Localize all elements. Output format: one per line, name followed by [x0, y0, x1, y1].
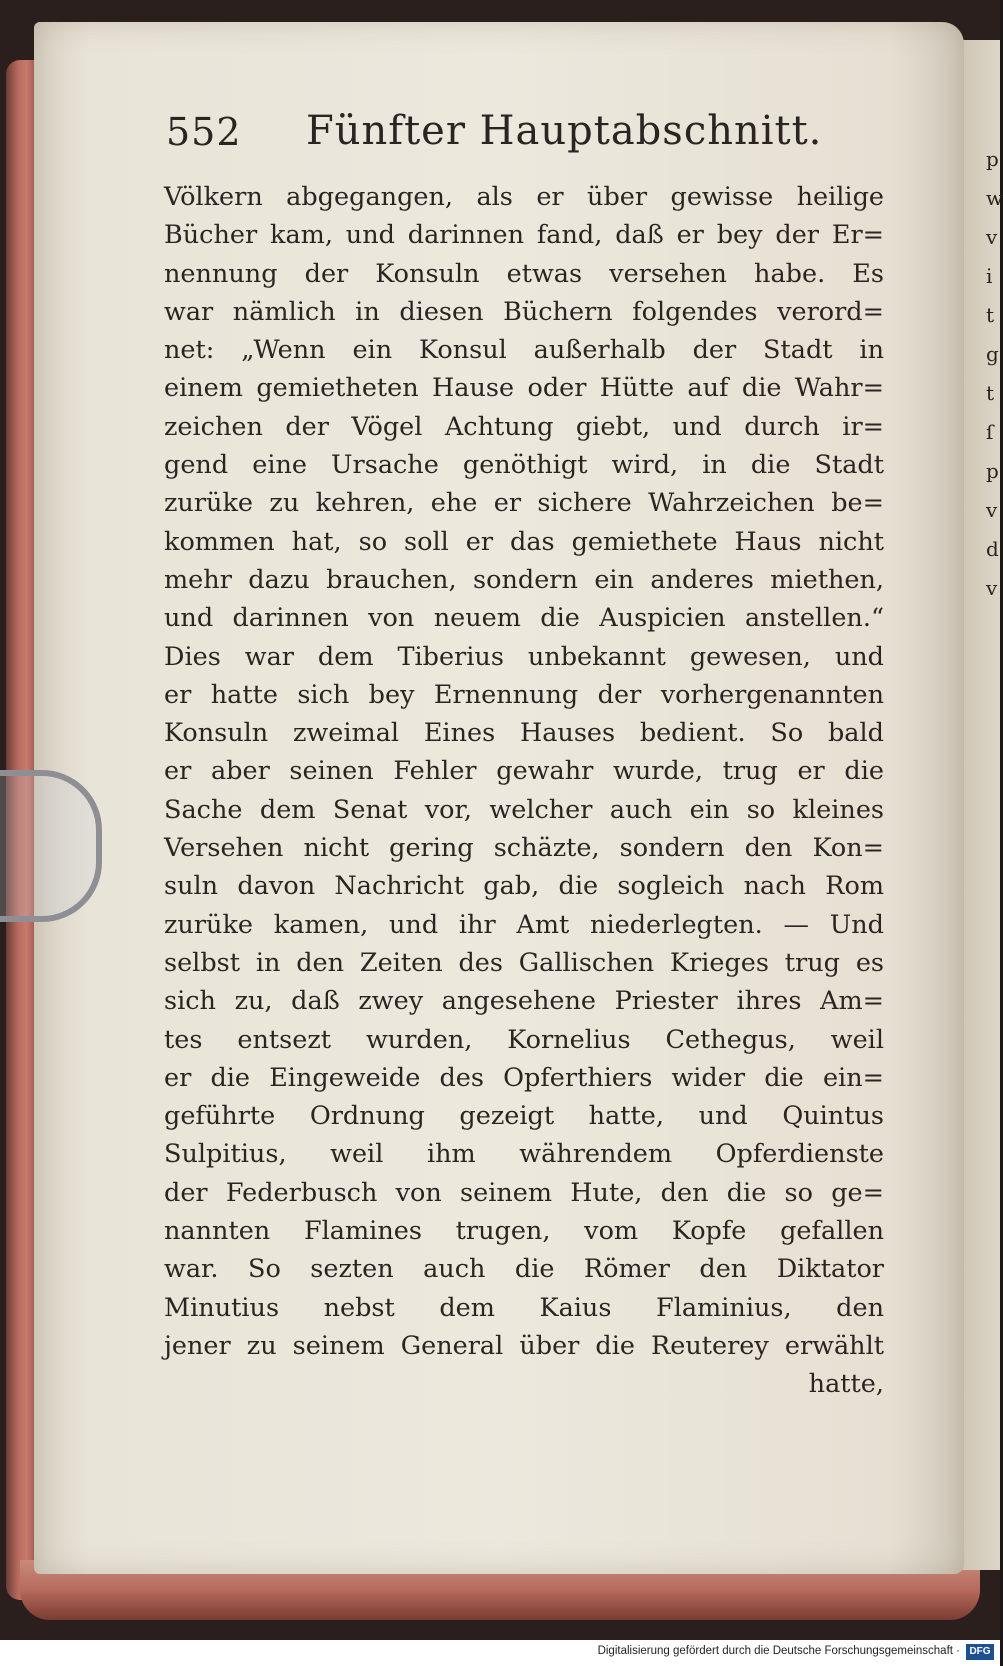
text-line: Versehen nicht gering schäzte, sondern den Kon=	[164, 833, 884, 864]
text-line: Sulpitius, weil ihm währendem Opferdienste	[164, 1139, 884, 1170]
text-line: mehr dazu brauchen, sondern ein anderes miethen,	[164, 564, 884, 595]
text-line: er hatte sich bey Ernennung der vorhergenannten	[164, 679, 884, 710]
next-letter: p	[986, 147, 999, 171]
next-letter: g	[986, 342, 999, 366]
text-line: kommen hat, so soll er das gemiethete Haus nicht	[164, 526, 884, 557]
text-line: sich zu, daß zwey angesehene Priester ihres Am=	[164, 986, 884, 1017]
text-line: suln davon Nachricht gab, die sogleich nach Rom	[164, 871, 884, 902]
text-line: zurüke kamen, und ihr Amt niederlegten. — Und	[164, 909, 884, 940]
text-line: und darinnen von neuem die Auspicien anstellen.“	[164, 603, 884, 634]
text-line: nannten Flamines trugen, vom Kopfe gefallen	[164, 1216, 884, 1247]
dfg-logo-icon: DFG	[966, 1644, 994, 1660]
text-line: jener zu seinem General über die Reuterey erwählt	[164, 1330, 884, 1361]
text-line: nennung der Konsuln etwas versehen habe. Es	[164, 258, 884, 289]
next-letter: v	[986, 576, 998, 600]
next-letter: v	[986, 498, 998, 522]
next-letter: w	[986, 186, 1003, 210]
text-line: gend eine Ursache genöthigt wird, in die Stadt	[164, 450, 884, 481]
text-line: er aber seinen Fehler gewahr wurde, trug er die	[164, 756, 884, 787]
footer-bar	[0, 1640, 1000, 1666]
next-letter: p	[986, 459, 999, 483]
body-text	[164, 178, 884, 1404]
next-letter: i	[986, 264, 993, 288]
text-line: einem gemietheten Hause oder Hütte auf die Wahr=	[164, 373, 884, 404]
next-letter: t	[986, 381, 995, 405]
footer-credit: Digitalisierung gefördert durch die Deutsche Forschungsgemeinschaft ·	[597, 1645, 960, 1657]
text-line: tes entsezt wurden, Kornelius Cethegus, weil	[164, 1024, 884, 1055]
catchword: hatte,	[808, 1369, 884, 1400]
text-line: Bücher kam, und darinnen fand, daß er bey der Er=	[164, 220, 884, 251]
next-letter: t	[986, 303, 995, 327]
page-header	[166, 110, 886, 170]
text-line: selbst in den Zeiten des Gallischen Krieges trug es	[164, 947, 884, 978]
text-line: Sache dem Senat vor, welcher auch ein so kleines	[164, 794, 884, 825]
text-line: Konsuln zweimal Eines Hauses bedient. So bald	[164, 718, 884, 749]
text-line: war nämlich in diesen Büchern folgendes verord=	[164, 296, 884, 327]
text-line: Völkern abgegangen, als er über gewisse heilige	[164, 182, 884, 212]
text-line: Minutius nebst dem Kaius Flaminius, den	[164, 1292, 884, 1323]
next-letter: d	[986, 537, 999, 561]
next-page-letters	[986, 140, 1003, 608]
page-clip	[0, 770, 102, 922]
next-letter: v	[986, 225, 998, 249]
text-line: war. So sezten auch die Römer den Diktator	[164, 1254, 884, 1285]
page-number: 552	[166, 110, 242, 154]
next-letter: ſ	[986, 420, 994, 444]
text-line: der Federbusch von seinem Hute, den die so ge=	[164, 1177, 884, 1208]
text-line: er die Eingeweide des Opferthiers wider die ein=	[164, 1062, 884, 1093]
text-line: net: „Wenn ein Konsul außerhalb der Stadt in	[164, 335, 884, 366]
text-line: geführte Ordnung gezeigt hatte, und Quintus	[164, 1101, 884, 1132]
text-line: Dies war dem Tiberius unbekannt gewesen, und	[164, 641, 884, 672]
text-line: zeichen der Vögel Achtung giebt, und durch ir=	[164, 411, 884, 442]
running-title: Fünfter Hauptabschnitt.	[306, 108, 823, 154]
text-line: zurüke zu kehren, ehe er sichere Wahrzeichen be=	[164, 488, 884, 519]
